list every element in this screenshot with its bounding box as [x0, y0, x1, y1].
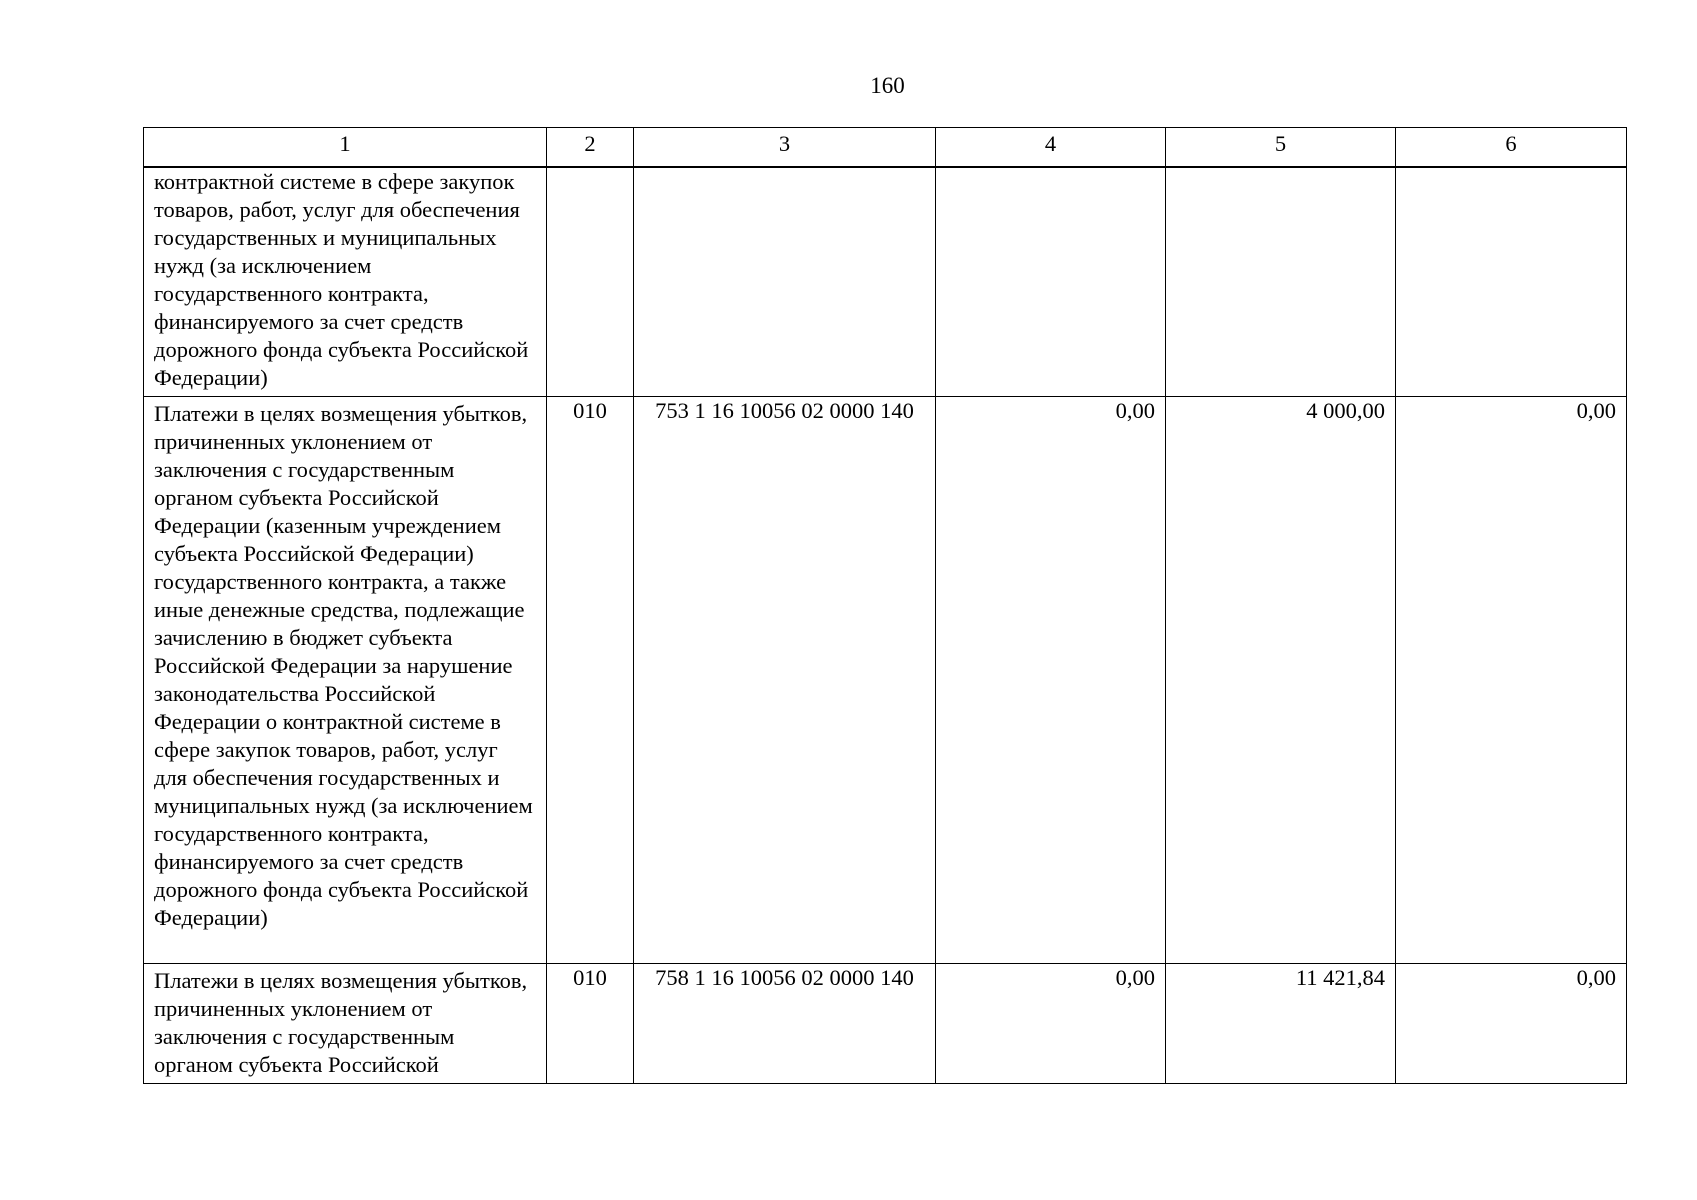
row-name: Платежи в целях возмещения убытков, причиненных уклонением от заключения с государственным органом субъекта Российской Федерации (казенным учреждением субъекта Российской Федерации) государственного контракта, а также иные денежные средства, подлежащие зачислению в бюджет субъекта Российской Федерации за нарушение законодательства Российской Федерации о контрактной системе в сфере закупок товаров, работ, услуг для обеспечения государственных и муниципальных нужд (за исключением государственного контракта, финансируемого за счет средств дорожного фонда субъекта Российской Федерации)	[154, 401, 533, 930]
header-col-1: 1	[144, 128, 547, 168]
header-col-2: 2	[547, 128, 634, 168]
row-col5: 4 000,00	[1166, 397, 1396, 964]
row-col6: 0,00	[1396, 397, 1627, 964]
header-col-6: 6	[1396, 128, 1627, 168]
row-kbk: 753 1 16 10056 02 0000 140	[634, 397, 936, 964]
row-name: контрактной системе в сфере закупок товаров, работ, услуг для обеспечения государственных и муниципальных нужд (за исключением государственного контракта, финансируемого за счет средств дорожного фонда субъекта Российской Федерации)	[154, 169, 529, 390]
page-number: 160	[870, 73, 905, 98]
row-col6	[1396, 167, 1627, 397]
row-name-cell	[144, 964, 547, 1084]
table-row	[144, 964, 1627, 1084]
row-col4: 0,00	[936, 964, 1166, 1084]
header-col-4: 4	[936, 128, 1166, 168]
header-col-5: 5	[1166, 128, 1396, 168]
header-row	[144, 128, 1627, 168]
row-name: Платежи в целях возмещения убытков, причиненных уклонением от заключения с государственным органом субъекта Российской	[154, 968, 528, 1077]
row-code: 010	[547, 397, 634, 964]
budget-table	[143, 127, 1627, 1084]
row-kbk: 758 1 16 10056 02 0000 140	[634, 964, 936, 1084]
header-col-3: 3	[634, 128, 936, 168]
row-col6: 0,00	[1396, 964, 1627, 1084]
row-col5: 11 421,84	[1166, 964, 1396, 1084]
row-kbk	[634, 167, 936, 397]
row-name-cell	[144, 167, 547, 397]
row-col5	[1166, 167, 1396, 397]
row-code	[547, 167, 634, 397]
row-name-cell	[144, 397, 547, 964]
table-row	[144, 167, 1627, 397]
row-col4: 0,00	[936, 397, 1166, 964]
table-row	[144, 397, 1627, 964]
row-code: 010	[547, 964, 634, 1084]
row-col4	[936, 167, 1166, 397]
